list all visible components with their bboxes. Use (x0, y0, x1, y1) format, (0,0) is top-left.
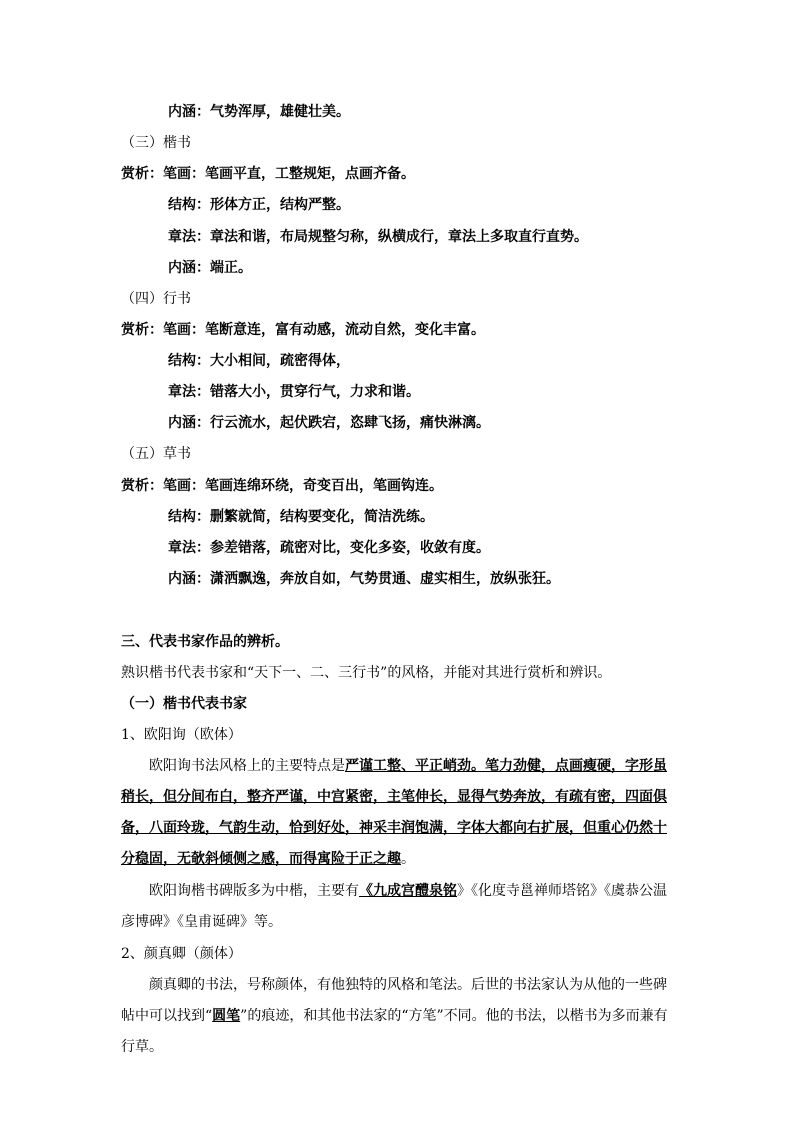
emphasis-text: 《九成宫醴泉铭 (359, 883, 457, 899)
section-title: 三、代表书家作品的辨析。 (121, 634, 289, 650)
paragraph-ouyangxun-works (121, 876, 677, 938)
text-line: 章法：章法和谐，布局规整匀称，纵横成行，章法上多取直行直势。 (168, 229, 588, 245)
item-heading: 2、颜真卿（颜体） (121, 946, 242, 962)
paragraph-text: ”的痕迹，和其他书法家的“方笔”不同。他的书法，以楷书为多而兼有行草。 (121, 1008, 668, 1055)
paragraph-yanzhenqing (121, 970, 677, 1063)
text-line: 章法：错落大小，贯穿行气，力求和谐。 (168, 384, 420, 400)
emphasis-text: 圆笔 (212, 1008, 241, 1024)
section-heading: （五）草书 (121, 446, 191, 462)
text-line: 内涵：端正。 (168, 260, 252, 276)
text-line: 结构：大小相间，疏密得体， (168, 353, 350, 369)
text-line: 赏析：笔画：笔画连绵环绕，奇变百出，笔画钩连。 (121, 478, 443, 494)
text-line: 内涵：气势浑厚，雄健壮美。 (168, 104, 350, 120)
text-line: 结构：形体方正，结构严整。 (168, 197, 350, 213)
paragraph-text: 颜真卿的书法，号称颜体，有他独特的风格和笔法。后世的书法家认为从他的一些碑帖中可以找到“ (121, 977, 667, 1024)
text-line: 赏析：笔画：笔断意连，富有动感，流动自然，变化丰富。 (121, 322, 485, 338)
paragraph-text: 欧阳询书法风格上的主要特点是 (149, 758, 345, 774)
section-intro: 熟识楷书代表书家和“天下一、二、三行书”的风格，并能对其进行赏析和辨识。 (121, 665, 612, 681)
text-line: 结构：删繁就简，结构要变化，简洁洗练。 (168, 509, 434, 525)
text-line: 内涵：行云流水，起伏跌宕，恣肆飞扬，痛快淋漓。 (168, 415, 490, 431)
subsection-heading: （一）楷书代表书家 (121, 696, 247, 712)
item-heading: 1、欧阳询（欧体） (121, 727, 242, 743)
emphasis-text: 严谨工整、平正峭劲。笔力劲健，点画瘦硬，字形虽稍长，但分间布白，整齐严谨，中宫紧密，主笔伸长，显得气势奔放，有疏有密，四面俱备，八面玲珑，气韵生动，恰到好处，神采丰润饱满，字体大都向右扩展，但重心仍然十分稳固，无欹斜倾侧之感，而得寓险于正之趣 (121, 758, 667, 867)
text-line: 内涵：潇洒飘逸，奔放自如，气势贯通、虚实相生，放纵张狂。 (168, 571, 560, 587)
section-heading: （四）行书 (121, 291, 191, 307)
paragraph-ouyangxun-style (121, 751, 677, 875)
paragraph-text: 》《化度寺邕禅师塔铭》《虞恭公温彦博碑》《皇甫诞碑》等。 (121, 883, 667, 930)
section-heading: （三）楷书 (121, 135, 191, 151)
text-line: 章法：参差错落，疏密对比，变化多姿，收敛有度。 (168, 540, 490, 556)
text-line: 赏析：笔画：笔画平直，工整规矩，点画齐备。 (121, 166, 415, 182)
paragraph-text: 。 (401, 851, 415, 867)
paragraph-text: 欧阳询楷书碑版多为中楷，主要有 (149, 883, 359, 899)
